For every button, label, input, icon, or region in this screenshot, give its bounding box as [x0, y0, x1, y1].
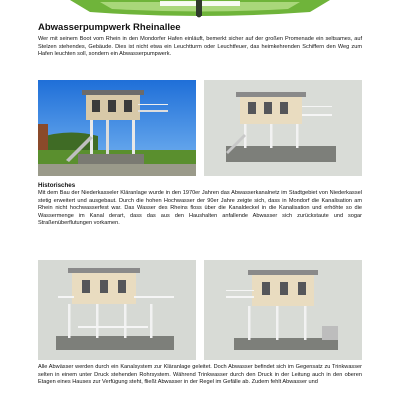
- photo-row-bottom: [38, 260, 362, 360]
- document-page: [38, 22, 362, 59]
- photo-model-1: [204, 80, 362, 176]
- history-heading: Historisches: [38, 182, 76, 189]
- photo-real-building: [38, 80, 196, 176]
- header-banner: [0, 0, 400, 18]
- intro-paragraph: Wer mit seinem Boot vom Rhein in den Mondorfer Hafen einläuft, bemerkt sicher auf der großen Promenade ein seltsames, auf Stelzen stehendes, Gebäude. Dies ist nicht etwa ein Leuchtturm oder Leuchtfeuer, das heimkehrenden Schiffern den Weg zum Hafen leuchten soll, sondern ein Abwasserpumpwerk.: [38, 36, 362, 58]
- photo-row-top: [38, 80, 362, 176]
- closing-section: [38, 364, 362, 400]
- document-title: Abwasserpumpwerk Rheinallee: [38, 22, 181, 33]
- closing-paragraph: Alle Abwässer werden durch ein Kanalsystem zur Kläranlage geleitet. Doch Abwasser befindet sich im Gegensatz zu Trinkwasser selten in einem unter Druck stehenden Rohrsystem. Während Trinkwasser durch den Druck in der Leitung auch in den oberen Etagen eines Hauses zur Verfügung steht, fließt Abwasser in der Regel im Gefälle ab. Zudem fehlt Abwasser und: [38, 364, 362, 386]
- photo-model-3: [204, 260, 362, 360]
- photo-model-2: [38, 260, 196, 360]
- history-paragraph: Mit dem Bau der Niederkasseler Kläranlage wurde in den 1970er Jahren das Abwasserkanalnetz im Stadtgebiet von Niederkassel stetig erweitert und ausgebaut. Durch die hohen Hochwasser der 90er Jahre zeigte sich, dass in Mondorf die Kanalisation am Rhein nicht hochwasserfest war. Das Wasser des Rheins floss über die Kanaldeckel in die Kanalisation und erhöhte so die Wassermenge im Kanal derart, dass das aus den Haushalten anfallende Abwasser sich zurückstaute und sogar Straßenüberflutungen vorkamen.: [38, 190, 362, 227]
- history-section: [38, 182, 362, 228]
